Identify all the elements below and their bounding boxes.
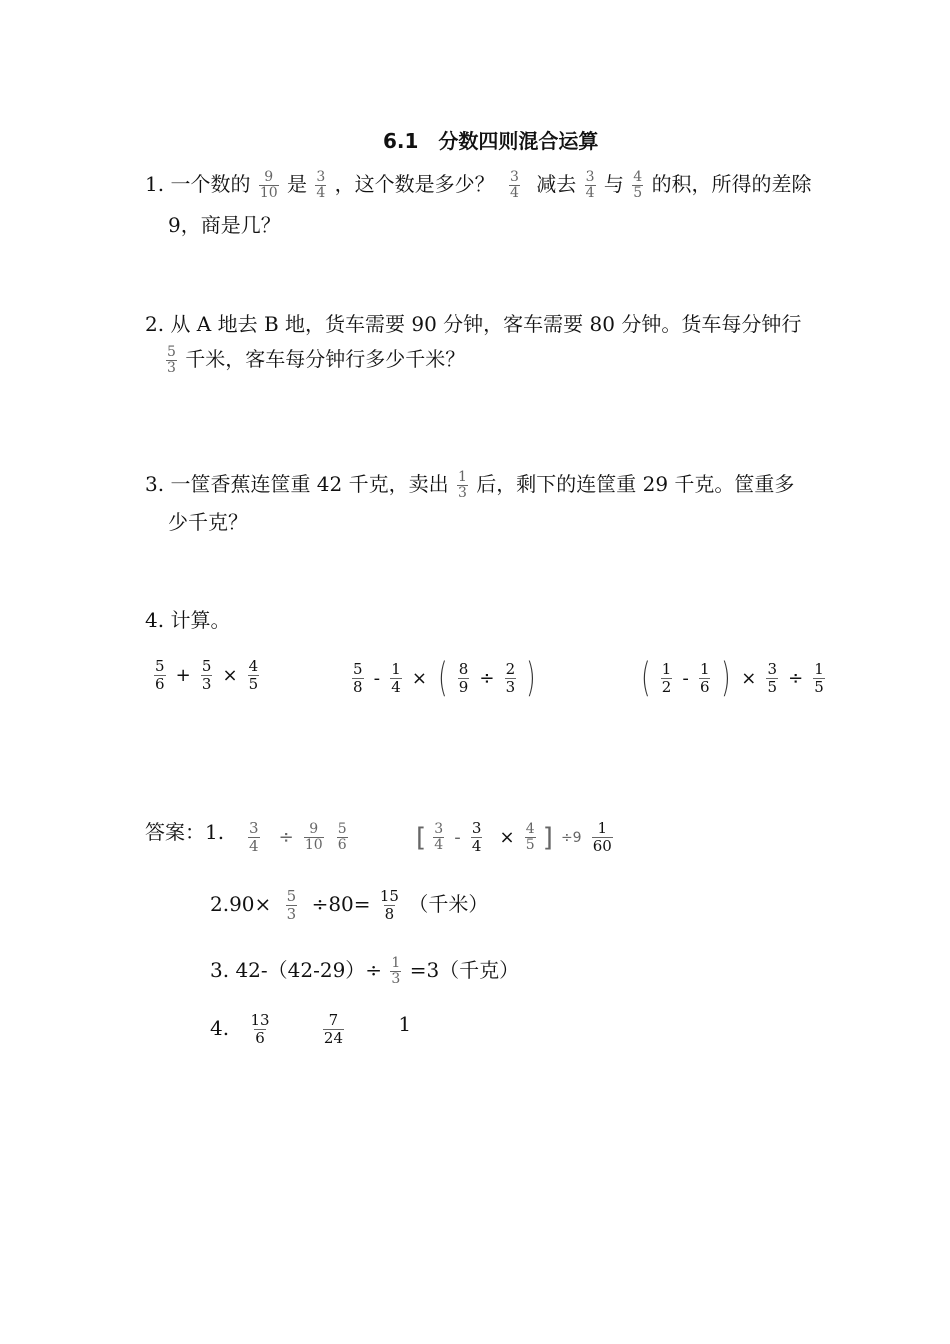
- fraction: $\frac{5}{8}$: [353, 659, 363, 696]
- minus-operator: -: [373, 667, 381, 689]
- question-text: 后，剩下的连筐重 29 千克。筐重多: [476, 472, 795, 496]
- fraction: $\frac{4}{5}$: [248, 657, 259, 693]
- question-number: 2.: [145, 312, 165, 336]
- left-parenthesis: (: [641, 655, 651, 701]
- fraction: $\frac{15}{8}$: [379, 887, 399, 923]
- fraction: $\frac{3}{4}$: [316, 169, 326, 201]
- divide-nine: ÷9: [560, 829, 582, 846]
- question-2: [145, 312, 801, 336]
- question-text: 一个数的: [170, 172, 251, 196]
- fraction: $\frac{5}{6}$: [337, 821, 347, 853]
- expression-3: [638, 655, 827, 701]
- right-parenthesis: ): [720, 655, 731, 701]
- question-1: [145, 170, 812, 201]
- times-operator: ×: [499, 827, 515, 848]
- answer-text: （千米）: [408, 892, 489, 916]
- question-number: 3.: [145, 472, 165, 496]
- fraction: $\frac{1}{60}$: [592, 819, 612, 855]
- fraction: $\frac{9}{10}$: [259, 169, 278, 201]
- answer-1-a: [246, 820, 350, 855]
- fraction: $\frac{5}{3}$: [167, 344, 176, 376]
- question-text: 与: [603, 172, 624, 196]
- question-1-line-2: 9，商是几？: [168, 213, 281, 237]
- fraction: $\frac{7}{24}$: [323, 1011, 343, 1047]
- answer-text: 3. 42-（42-29）÷: [210, 958, 383, 982]
- left-parenthesis: (: [438, 655, 448, 701]
- question-text: 千米，客车每分钟行多少千米？: [185, 347, 466, 371]
- fraction: $\frac{1}{6}$: [699, 659, 710, 696]
- divide-operator: ÷: [479, 667, 495, 689]
- answer-4: [210, 1012, 411, 1047]
- minus-operator: -: [454, 827, 461, 848]
- divide-operator: ÷: [788, 667, 804, 689]
- fraction: $\frac{1}{4}$: [391, 659, 401, 696]
- question-text: ，这个数是多少？: [334, 172, 495, 196]
- right-parenthesis: ): [526, 655, 536, 701]
- question-4-label: 4. 计算。: [145, 608, 231, 632]
- question-text: 一筐香蕉连筐重 42 千克，卖出: [170, 472, 449, 496]
- answer-1-b: [416, 820, 615, 855]
- fraction: $\frac{3}{4}$: [471, 819, 482, 855]
- page-title: 6.1 分数四则混合运算: [383, 129, 599, 153]
- fraction: $\frac{1}{3}$: [457, 469, 467, 501]
- times-operator: ×: [741, 667, 757, 689]
- expression-1: [152, 658, 261, 693]
- question-3-line-2: 少千克？: [168, 510, 248, 534]
- answers-label: 答案：1.: [145, 820, 225, 844]
- question-number: 1.: [145, 172, 165, 196]
- answer-text: =3（千克）: [409, 958, 520, 982]
- expression-2: [350, 655, 539, 701]
- question-3: [145, 470, 794, 501]
- fraction: $\frac{3}{4}$: [249, 819, 259, 855]
- fraction: $\frac{1}{3}$: [391, 955, 401, 987]
- answer-2: [210, 888, 488, 923]
- answer-3: [210, 956, 519, 987]
- fraction: $\frac{3}{4}$: [510, 169, 519, 201]
- answer-text: 2.90×: [210, 892, 272, 916]
- answer-text: 4.: [210, 1016, 230, 1040]
- fraction: $\frac{4}{5}$: [633, 169, 643, 201]
- fraction: $\frac{1}{5}$: [814, 659, 824, 696]
- question-text: 从 A 地去 B 地，货车需要 90 分钟，客车需要 80 分钟。货车每分钟行: [170, 312, 802, 336]
- answer-value: 1: [398, 1012, 412, 1036]
- fraction: $\frac{5}{3}$: [286, 887, 297, 923]
- question-text: 的积，所得的差除: [651, 172, 812, 196]
- fraction: $\frac{3}{5}$: [767, 659, 778, 696]
- fraction: $\frac{4}{5}$: [525, 821, 535, 853]
- plus-operator: +: [175, 665, 191, 686]
- left-bracket: [: [416, 822, 427, 853]
- answer-text: ÷80=: [311, 892, 371, 916]
- fraction: $\frac{2}{3}$: [505, 659, 516, 696]
- minus-operator: -: [682, 667, 689, 689]
- question-2-line-2: [164, 345, 465, 376]
- fraction: $\frac{13}{6}$: [250, 1011, 270, 1047]
- divide-operator: ÷: [278, 827, 294, 848]
- question-text: 减去: [536, 172, 577, 196]
- fraction: $\frac{5}{3}$: [201, 657, 212, 693]
- right-bracket: ]: [542, 822, 553, 853]
- fraction: $\frac{5}{6}$: [155, 657, 165, 693]
- question-text: 是: [287, 172, 307, 196]
- fraction: $\frac{9}{10}$: [304, 821, 323, 853]
- fraction: $\frac{3}{4}$: [585, 169, 595, 201]
- times-operator: ×: [411, 667, 427, 689]
- times-operator: ×: [222, 665, 238, 686]
- fraction: $\frac{3}{4}$: [434, 821, 444, 853]
- fraction: $\frac{1}{2}$: [661, 659, 672, 696]
- fraction: $\frac{8}{9}$: [458, 659, 469, 696]
